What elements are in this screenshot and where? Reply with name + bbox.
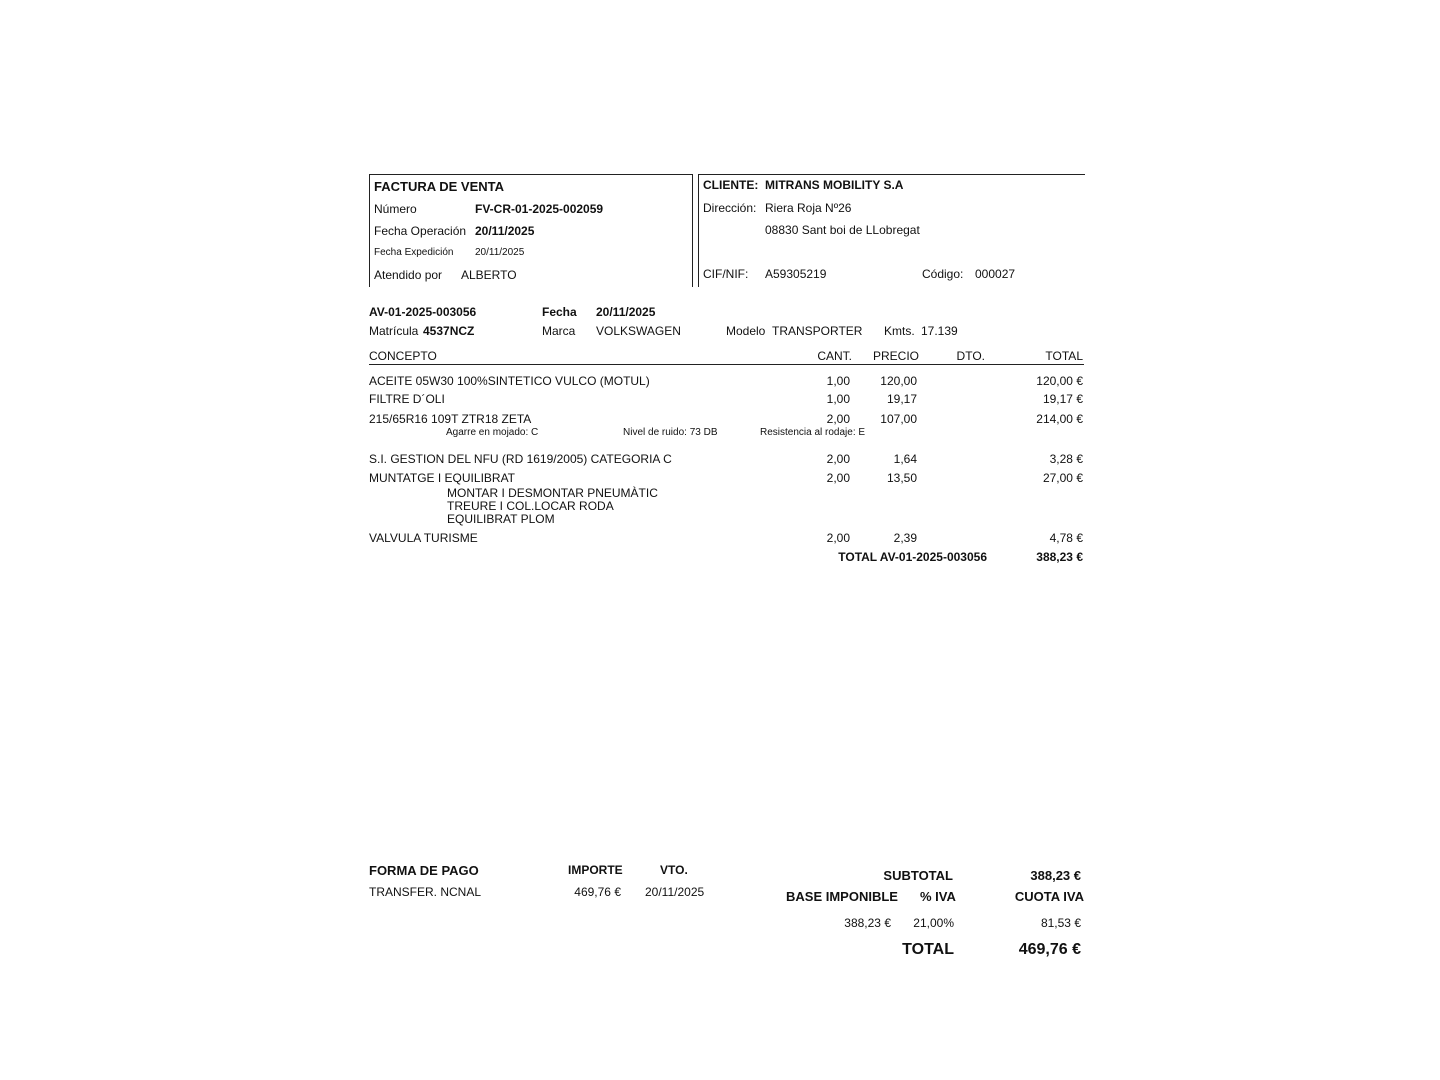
iva-value: 21,00% (913, 916, 954, 930)
kmts-label: Kmts. (884, 324, 915, 338)
atendido-label: Atendido por (374, 268, 443, 282)
kmts-value: 17.139 (921, 324, 958, 338)
vto-value: 20/11/2025 (645, 885, 705, 899)
row-total: 3,28 € (1049, 452, 1083, 466)
modelo-value: TRANSPORTER (772, 324, 863, 338)
order-fecha-label: Fecha (542, 305, 577, 319)
row-precio: 120,00 (880, 374, 917, 388)
subtotal-value: 388,23 € (1030, 868, 1081, 883)
cif-label: CIF/NIF: (703, 267, 749, 281)
header-cant: CANT. (817, 349, 852, 363)
marca-label: Marca (542, 324, 576, 338)
direccion-line-1: Riera Roja Nº26 (765, 201, 852, 215)
base-imponible-value: 388,23 € (844, 916, 891, 930)
tyre-note-ruido: Nivel de ruido: 73 DB (623, 427, 718, 438)
client-name: MITRANS MOBILITY S.A (765, 178, 904, 192)
vto-label: VTO. (660, 863, 688, 877)
direccion-line-2: 08830 Sant boi de LLobregat (765, 223, 920, 237)
tyre-note-rodaje: Resistencia al rodaje: E (760, 427, 866, 438)
codigo-label: Código: (922, 267, 964, 281)
fecha-expedicion-label: Fecha Expedición (374, 247, 454, 258)
grand-total-value: 469,76 € (1018, 941, 1081, 958)
modelo-label: Modelo (726, 324, 766, 338)
row-concepto: FILTRE D´OLI (369, 392, 445, 406)
invoice-number: FV-CR-01-2025-002059 (475, 202, 604, 216)
row-concepto: VALVULA TURISME (369, 531, 478, 545)
row-cant: 2,00 (826, 412, 850, 426)
row-cant: 2,00 (826, 471, 850, 485)
direccion-label: Dirección: (703, 201, 757, 215)
iva-label: % IVA (920, 889, 956, 904)
importe-value: 469,76 € (574, 885, 621, 899)
base-imponible-label: BASE IMPONIBLE (786, 889, 898, 904)
row-precio: 2,39 (893, 531, 917, 545)
header-total: TOTAL (1045, 349, 1083, 363)
order-fecha: 20/11/2025 (596, 305, 656, 319)
table-total-label: TOTAL AV-01-2025-003056 (838, 550, 987, 564)
row-total: 214,00 € (1036, 412, 1083, 426)
fecha-operacion-label: Fecha Operación (374, 224, 467, 238)
codigo-value: 000027 (975, 267, 1016, 281)
header-concepto: CONCEPTO (369, 349, 437, 363)
row-cant: 1,00 (826, 392, 850, 406)
marca-value: VOLKSWAGEN (596, 324, 681, 338)
numero-label: Número (374, 202, 417, 216)
row-cant: 2,00 (826, 452, 850, 466)
subtotal-label: SUBTOTAL (883, 868, 953, 883)
row-concepto: S.I. GESTION DEL NFU (RD 1619/2005) CATEGORIA C (369, 452, 672, 466)
forma-pago-label: FORMA DE PAGO (369, 863, 479, 878)
row-total: 120,00 € (1036, 374, 1083, 388)
order-id: AV-01-2025-003056 (369, 305, 477, 319)
row-precio: 19,17 (886, 392, 917, 406)
forma-pago-value: TRANSFER. NCNAL (369, 885, 482, 899)
row-concepto: ACEITE 05W30 100%SINTETICO VULCO (MOTUL) (369, 374, 650, 388)
row-total: 4,78 € (1049, 531, 1083, 545)
fecha-expedicion: 20/11/2025 (475, 247, 525, 258)
cuota-iva-value: 81,53 € (1040, 916, 1081, 930)
client-label: CLIENTE: (703, 178, 759, 192)
row-precio: 13,50 (886, 471, 917, 485)
table-header-divider (369, 364, 1084, 365)
table-total-value: 388,23 € (1036, 550, 1083, 564)
atendido-value: ALBERTO (461, 268, 517, 282)
grand-total-label: TOTAL (902, 941, 954, 958)
matricula-label: Matrícula (369, 324, 419, 338)
row-precio: 1,64 (893, 452, 917, 466)
row-concepto: 215/65R16 109T ZTR18 ZETA (369, 412, 532, 426)
cuota-iva-label: CUOTA IVA (1014, 889, 1084, 904)
muntatge-note: MONTAR I DESMONTAR PNEUMÀTIC (447, 486, 658, 500)
muntatge-note: EQUILIBRAT PLOM (447, 512, 555, 526)
row-cant: 2,00 (826, 531, 850, 545)
row-precio: 107,00 (880, 412, 917, 426)
row-concepto: MUNTATGE I EQUILIBRAT (369, 471, 516, 485)
row-total: 19,17 € (1042, 392, 1083, 406)
muntatge-note: TREURE I COL.LOCAR RODA (447, 499, 614, 513)
importe-label: IMPORTE (568, 863, 623, 877)
tyre-note-agarre: Agarre en mojado: C (446, 427, 539, 438)
invoice-title: FACTURA DE VENTA (374, 179, 504, 194)
cif-value: A59305219 (765, 267, 827, 281)
row-cant: 1,00 (826, 374, 850, 388)
row-total: 27,00 € (1042, 471, 1083, 485)
header-dto: DTO. (956, 349, 985, 363)
matricula-value: 4537NCZ (423, 324, 475, 338)
fecha-operacion: 20/11/2025 (475, 224, 535, 238)
header-precio: PRECIO (872, 349, 919, 363)
